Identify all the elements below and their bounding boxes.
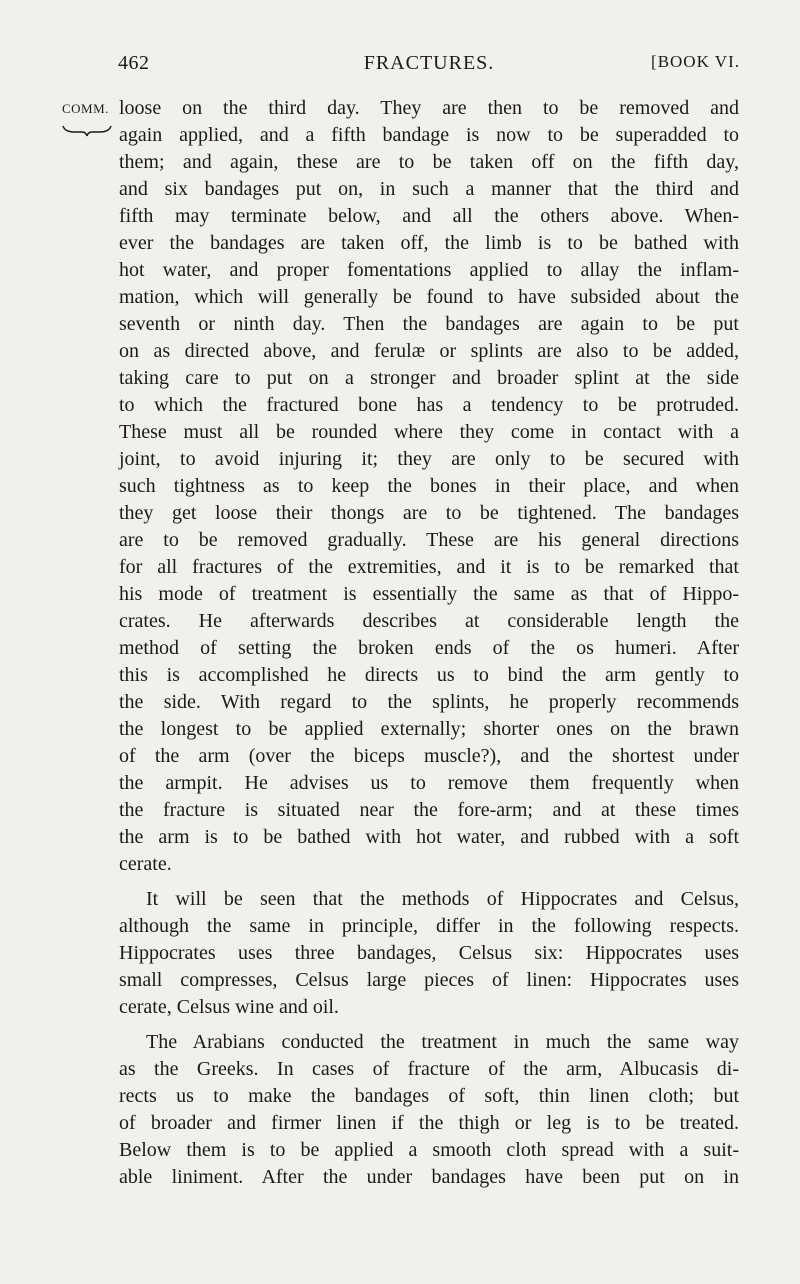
paragraph-gap — [119, 1021, 739, 1029]
text-line: for all fractures of the extremities, and it is to be remarked that — [119, 556, 739, 578]
text-line: and six bandages put on, in such a manner that the third and — [119, 178, 739, 200]
margin-note: COMM. — [62, 101, 109, 116]
text-line: such tightness as to keep the bones in their place, and when — [119, 475, 739, 497]
text-line: method of setting the broken ends of the os humeri. After — [119, 637, 739, 659]
text-line: of broader and firmer linen if the thigh or leg is to be treated. — [119, 1112, 739, 1134]
text-line: to which the fractured bone has a tendency to be protruded. — [119, 394, 739, 416]
text-line: hot water, and proper fomentations applied to allay the inflam- — [119, 259, 739, 281]
text-line: loose on the third day. They are then to be removed and — [119, 97, 739, 119]
text-line: cerate. — [119, 853, 172, 875]
text-line: the armpit. He advises us to remove them frequently when — [119, 772, 739, 794]
running-head — [118, 52, 740, 82]
text-line: joint, to avoid injuring it; they are only to be secured with — [119, 448, 739, 470]
text-line: the side. With regard to the splints, he properly recommends — [119, 691, 739, 713]
text-line: These must all be rounded where they come in contact with a — [119, 421, 739, 443]
paragraph-gap — [119, 878, 739, 886]
text-line: them; and again, these are to be taken off on the fifth day, — [119, 151, 739, 173]
text-line: they get loose their thongs are to be tightened. The bandages — [119, 502, 739, 524]
text-line: again applied, and a fifth bandage is now to be superadded to — [119, 124, 739, 146]
text-line: fifth may terminate below, and all the others above. When- — [119, 205, 739, 227]
text-line: Below them is to be applied a smooth cloth spread with a suit- — [119, 1139, 739, 1161]
text-line: the arm is to be bathed with hot water, and rubbed with a soft — [119, 826, 739, 848]
text-line: the longest to be applied externally; shorter ones on the brawn — [119, 718, 739, 740]
running-title: FRACTURES. — [363, 52, 495, 74]
text-line: mation, which will generally be found to have subsided about the — [119, 286, 739, 308]
text-line: seventh or ninth day. Then the bandages are again to be put — [119, 313, 739, 335]
text-line: although the same in principle, differ in the following respects. — [119, 915, 739, 937]
text-line: as the Greeks. In cases of fracture of the arm, Albucasis di- — [119, 1058, 739, 1080]
text-line: The Arabians conducted the treatment in much the same way — [146, 1031, 739, 1053]
text-line: small compresses, Celsus large pieces of linen: Hippocrates uses — [119, 969, 739, 991]
text-line: able liniment. After the under bandages have been put on in — [119, 1166, 739, 1188]
text-line: the fracture is situated near the fore-arm; and at these times — [119, 799, 739, 821]
body-text — [119, 95, 739, 1191]
text-line: Hippocrates uses three bandages, Celsus six: Hippocrates uses — [119, 942, 739, 964]
text-line: ever the bandages are taken off, the limb is to be bathed with — [119, 232, 739, 254]
page-number: 462 — [118, 52, 150, 74]
text-line: cerate, Celsus wine and oil. — [119, 996, 339, 1018]
text-line: It will be seen that the methods of Hippocrates and Celsus, — [146, 888, 739, 910]
text-line: this is accomplished he directs us to bind the arm gently to — [119, 664, 739, 686]
margin-brace-icon — [62, 124, 112, 138]
text-line: of the arm (over the biceps muscle?), and the shortest under — [119, 745, 739, 767]
text-line: on as directed above, and ferulæ or splints are also to be added, — [119, 340, 739, 362]
text-line: taking care to put on a stronger and broader splint at the side — [119, 367, 739, 389]
book-reference: [BOOK VI. — [651, 52, 740, 71]
text-line: crates. He afterwards describes at considerable length the — [119, 610, 739, 632]
text-line: are to be removed gradually. These are his general directions — [119, 529, 739, 551]
text-line: his mode of treatment is essentially the same as that of Hippo- — [119, 583, 739, 605]
text-line: rects us to make the bandages of soft, thin linen cloth; but — [119, 1085, 739, 1107]
